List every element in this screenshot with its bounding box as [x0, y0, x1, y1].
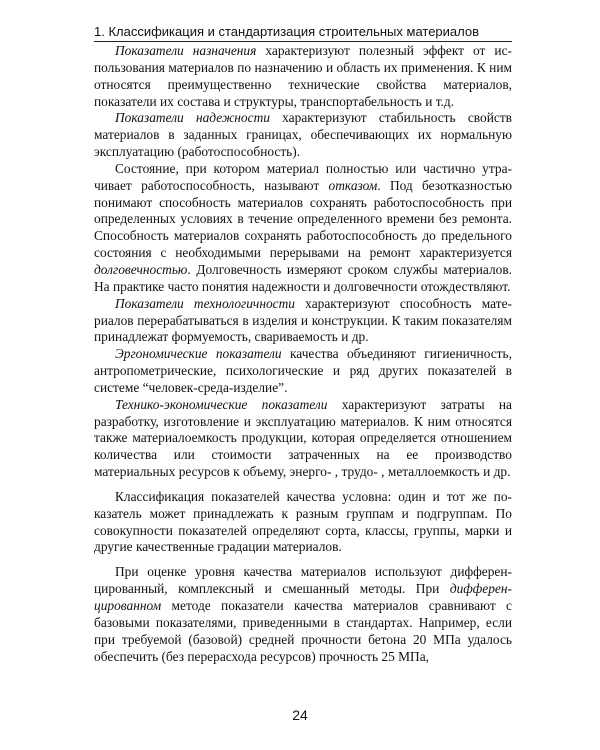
term-purpose-indicators: Показатели назначения: [115, 43, 257, 58]
paragraph-purpose-indicators: Показатели назначения характеризуют полезный эффект от использования материалов по назначению и область их применения. К ним относятся преимущественно технические свойства материалов, показатели их состава и структуры, транспортабельность и т.д.: [94, 43, 512, 109]
page-number: 24: [292, 707, 308, 723]
term-failure: отказом: [328, 177, 378, 193]
term-economic-indicators: Технико-экономические показатели: [115, 396, 328, 412]
paragraph-quality-assessment-methods: При оценке уровня качества материалов используют дифференцированный, комплексный и смешанный методы. При дифференцированном методе показатели качества материалов сравнивают с базовыми показателями, приведенными в стандартах. Например, если при требуемой (базовой) средней прочности бетона 20 МПа удалось обеспечить (без перерасхода ресурсов) прочность 25 МПа,: [94, 564, 512, 664]
paragraph-failure-durability: Состояние, при котором материал полностью или частично утрачивает работоспособность, называют отказом. Под безотказностью понимают способность материалов сохранять работоспособность при определенных условиях в течение определенного времени без ремонта. Способность материалов сохранять работоспособность до предельного состояния с необходимыми перерывами на ремонт характеризуется долговечностью. Долговечность измеряют сроком службы материалов. На практике часто понятия надежности и долговечности отождествляют.: [94, 160, 512, 294]
term-reliability-indicators: Показатели надежности: [115, 110, 270, 126]
paragraph-economic-indicators: Технико-экономические показатели характеризуют затраты на разработку, изготовление и эксплуатацию материалов. К ним относятся также материалоемкость продукции, которая определяется отношением количества или стоимости затраченных на ее производство материальных ресурсов к объему, энерго- , трудо- , металлоемкость и др.: [94, 396, 512, 480]
term-ergonomic-indicators: Эргономические показатели: [115, 346, 282, 362]
paragraph-reliability-indicators: Показатели надежности характеризуют стабильность свойств материалов в заданных границах, обеспечивающих их нормальную эксплуатацию (работоспособность).: [94, 110, 512, 160]
term-differentiated: дифференцированном: [94, 581, 512, 613]
paragraph-classification-conditional: Классификация показателей качества условна: один и тот же показатель может принадлежать к разным группам и подгруппам. По совокупности показателей определяют сорта, классы, группы, марки и другие качественные градации материалов.: [94, 488, 512, 555]
paragraph-ergonomic-indicators: Эргономические показатели качества объединяют гигиеничность, антропометрические, психологические и ряд других показателей в системе “человек-среда-изделие”.: [94, 346, 512, 395]
body-text: [94, 43, 512, 665]
term-durability: долговечностью: [94, 261, 188, 277]
term-manufacturability-indicators: Показатели технологичности: [115, 295, 295, 311]
running-header: 1. Классификация и стандартизация строительных материалов: [94, 24, 480, 39]
paragraph-manufacturability-indicators: Показатели технологичности характеризуют способность материалов перерабатываться в изделия и конструкции. К таким показателям принадлежат формуемость, свариваемость и др.: [94, 295, 512, 345]
header-rule: [94, 41, 512, 42]
